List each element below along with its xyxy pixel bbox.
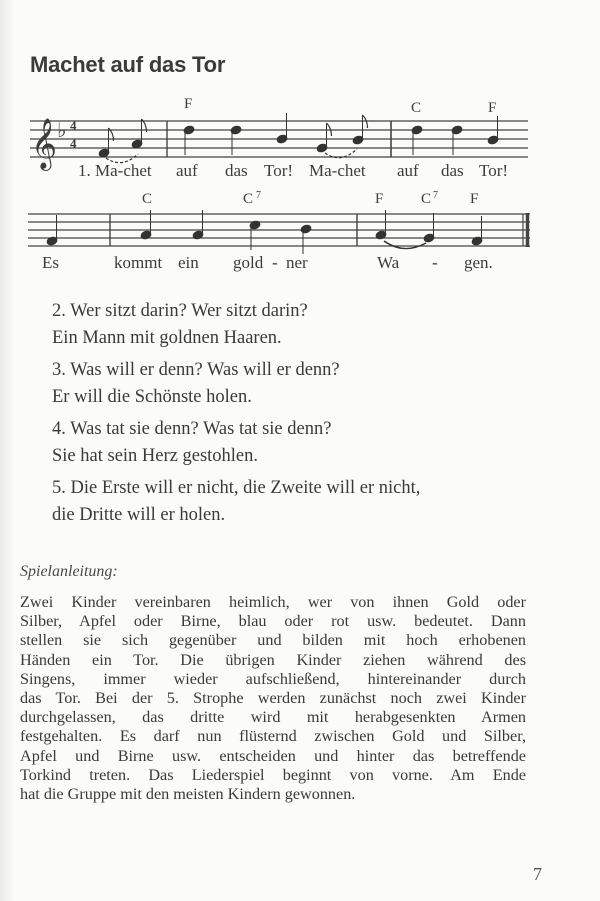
verse-line: Die Erste will er nicht, die Zweite will er nicht, — [70, 478, 421, 498]
svg-text:-: - — [432, 253, 438, 272]
svg-text:-: - — [272, 253, 278, 272]
verses-list — [52, 298, 420, 534]
chord-symbol: C — [243, 191, 254, 207]
svg-text:1. Ma-chet: 1. Ma-chet — [78, 161, 152, 180]
chord-symbol: F — [375, 191, 384, 207]
verse-line: Wer sitzt darin? Wer sitzt darin? — [70, 301, 308, 321]
svg-text:ner: ner — [286, 253, 308, 272]
verse-number: 3. — [52, 360, 66, 380]
verse-line: Ein Mann mit goldnen Haaren. — [52, 328, 282, 348]
verse-line: die Dritte will er holen. — [52, 505, 226, 525]
instructions-line: hat die Gruppe mit den meisten Kindern gewonnen. — [20, 785, 356, 804]
instructions-line: das Tor. Bei der 5. Strophe werden zunächst noch zwei Kinder — [20, 689, 526, 708]
svg-text:ein: ein — [178, 253, 199, 272]
chord-symbol: F — [488, 100, 497, 116]
chord-symbol: C — [411, 100, 422, 116]
verse-line: Was tat sie denn? Was tat sie denn? — [70, 419, 332, 439]
chord-symbol: C — [142, 191, 153, 207]
chord-symbol: F — [184, 96, 193, 112]
svg-text:Wa: Wa — [377, 253, 400, 272]
verse-2 — [52, 298, 420, 352]
svg-text:das: das — [225, 161, 248, 180]
svg-text:gold: gold — [233, 253, 264, 272]
svg-text:Es: Es — [42, 253, 59, 272]
song-title: Machet auf das Tor — [30, 52, 226, 77]
verse-line: Sie hat sein Herz gestohlen. — [52, 446, 259, 466]
chord-symbol: F — [470, 191, 479, 207]
flat-sign-icon: ♭ — [57, 118, 67, 142]
verse-4 — [52, 416, 420, 470]
verse-line: Er will die Schönste holen. — [52, 387, 252, 407]
lyrics-staff-1 — [78, 161, 508, 180]
chord-symbol: C — [421, 191, 432, 207]
staff-2 — [28, 213, 530, 247]
svg-text:kommt: kommt — [114, 253, 163, 272]
instructions-line: stellen sie sich gegenüber und bilden mit hoch erhobenen — [20, 631, 526, 650]
notes-staff-2 — [46, 210, 483, 254]
svg-text:gen.: gen. — [464, 253, 493, 272]
svg-text:Ma-chet: Ma-chet — [309, 161, 366, 180]
verse-number: 5. — [52, 478, 66, 498]
instructions-line: Silber, Apfel oder Birne, blau oder rot usw. bedeutet. Dann — [20, 612, 526, 631]
instructions-line: Händen ein Tor. Die übrigen Kinder ziehen während des — [20, 650, 526, 669]
verse-number: 4. — [52, 419, 66, 439]
lyrics-staff-2 — [42, 253, 493, 272]
treble-clef-icon: 𝄞 — [31, 118, 58, 169]
verse-number: 2. — [52, 301, 66, 321]
time-signature-top: 4 — [70, 118, 77, 133]
svg-text:Tor!: Tor! — [264, 161, 294, 180]
instructions-line: festgehalten. Es darf nun flüsternd zwischen Gold und Silber, — [20, 727, 526, 746]
time-signature-bottom: 4 — [70, 136, 77, 151]
svg-text:auf: auf — [397, 161, 419, 180]
chord-symbol-superscript: 7 — [433, 190, 438, 201]
instructions-line: Zwei Kinder vereinbaren heimlich, wer von ihnen Gold oder — [20, 593, 526, 611]
svg-text:Tor!: Tor! — [479, 161, 509, 180]
chord-symbol-superscript: 7 — [256, 190, 261, 201]
verse-5 — [52, 475, 420, 529]
instructions-line: durchgelassen, das dritte wird mit herabgesenkten Armen — [20, 708, 526, 727]
svg-text:das: das — [441, 161, 464, 180]
instructions-line: Torkind treten. Das Liederspiel beginnt von vorne. Am Ende — [20, 765, 526, 784]
instructions-heading: Spielanleitung: — [20, 563, 118, 580]
svg-text:auf: auf — [176, 161, 198, 180]
verse-3 — [52, 357, 420, 411]
instructions-line: Apfel und Birne usw. entscheiden und hinter das betreffende — [20, 746, 526, 765]
verse-line: Was will er denn? Was will er denn? — [70, 360, 340, 380]
instructions-line: Singens, immer wieder aufschließend, hintereinander durch — [20, 669, 526, 688]
page-number: 7 — [533, 864, 542, 884]
instructions-body — [20, 593, 526, 804]
music-score — [0, 0, 600, 300]
